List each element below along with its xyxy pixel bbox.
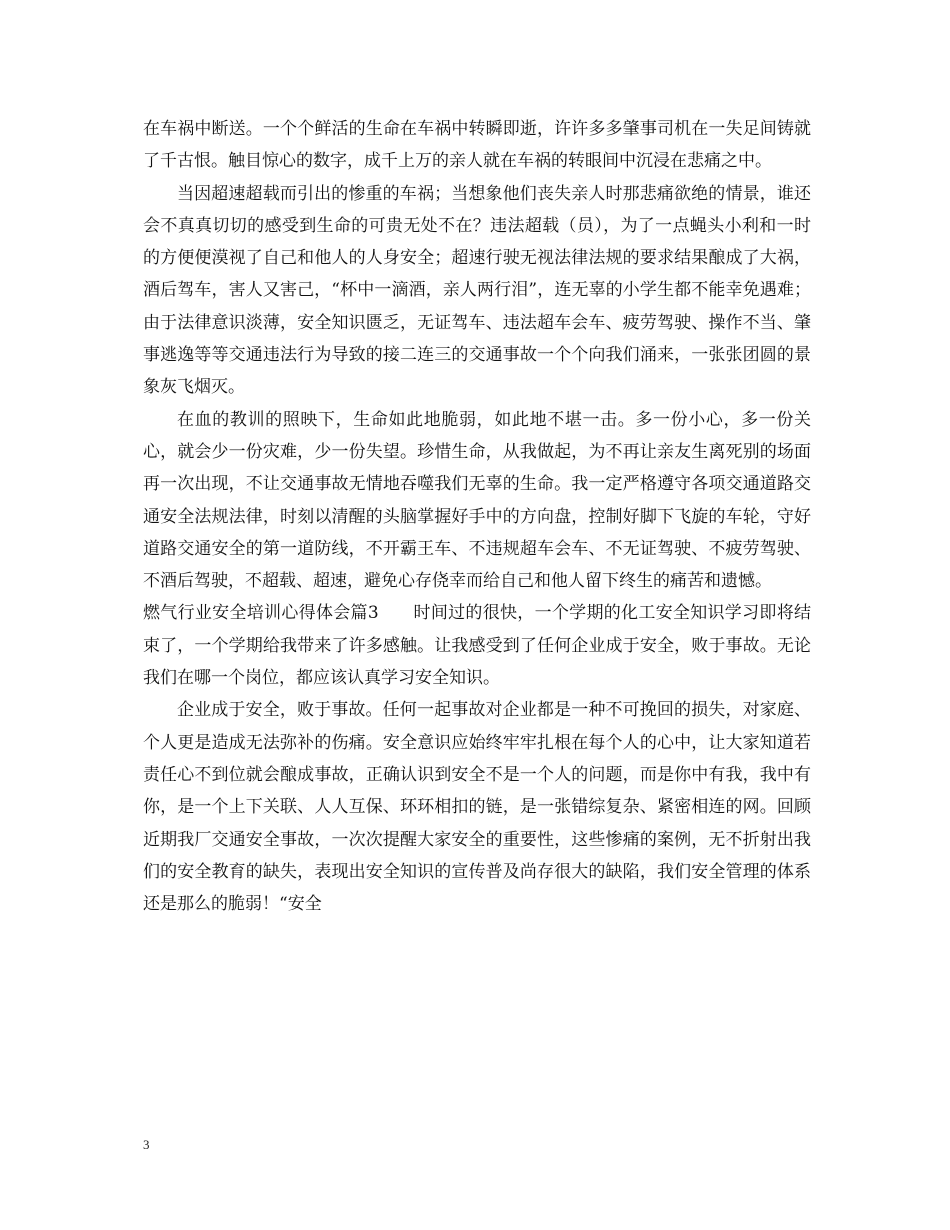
- document-body: [143, 113, 811, 920]
- paragraph-2: 当因超速超载而引出的惨重的车祸；当想象他们丧失亲人时那悲痛欲绝的情景，谁还会不真真切切的感受到生命的可贵无处不在？违法超载（员），为了一点蝇头小利和一时的方便便漠视了自己和他人的人身安全；超速行驶无视法律法规的要求结果酿成了大祸，酒后驾车，害人又害己，“杯中一滴酒，亲人两行泪”，连无辜的小学生都不能幸免遇难；由于法律意识淡薄，安全知识匮乏，无证驾车、违法超车会车、疲劳驾驶、操作不当、肇事逃逸等等交通违法行为导致的接二连三的交通事故一个个向我们涌来，一张张团圆的景象灰飞烟灭。: [143, 183, 811, 398]
- paragraph-3: 在血的教训的照映下，生命如此地脆弱，如此地不堪一击。多一份小心，多一份关心，就会少一份灾难，少一份失望。珍惜生命，从我做起，为不再让亲友生离死别的场面再一次出现，不让交通事故无情地吞噬我们无辜的生命。我一定严格遵守各项交通道路交通安全法规法律，时刻以清醒的头脑掌握好手中的方向盘，控制好脚下飞旋的车轮，守好道路交通安全的第一道防线，不开霸王车、不违规超车会车、不无证驾驶、不疲劳驾驶、不酒后驾驶，不超载、超速，避免心存侥幸而给自己和他人留下终生的痛苦和遗憾。: [143, 409, 811, 592]
- page-number: 3: [143, 1137, 150, 1152]
- paragraph-5: 企业成于安全，败于事故。任何一起事故对企业都是一种不可挽回的损失，对家庭、个人更是造成无法弥补的伤痛。安全意识应始终牢牢扎根在每个人的心中，让大家知道若责任心不到位就会酿成事故，正确认识到安全不是一个人的问题，而是你中有我，我中有你，是一个上下关联、人人互保、环环相扣的链，是一张错综复杂、紧密相连的网。回顾近期我厂交通安全事故，一次次提醒大家安全的重要性，这些惨痛的案例，无不折射出我们的安全教育的缺失，表现出安全知识的宣传普及尚存很大的缺陷，我们安全管理的体系还是那么的脆弱！“安全: [143, 700, 811, 915]
- paragraph-4-section-heading: 燃气行业安全培训心得体会篇3 时间过的很快，一个学期的化工安全知识学习即将结束了，一个学期给我带来了许多感触。让我感受到了任何企业成于安全，败于事故。无论我们在哪一个岗位，都应该认真学习安全知识。: [143, 603, 811, 689]
- paragraph-1: 在车祸中断送。一个个鲜活的生命在车祸中转瞬即逝，许许多多肇事司机在一失足间铸就了千古恨。触目惊心的数字，成千上万的亲人就在车祸的转眼间中沉浸在悲痛之中。: [143, 119, 811, 172]
